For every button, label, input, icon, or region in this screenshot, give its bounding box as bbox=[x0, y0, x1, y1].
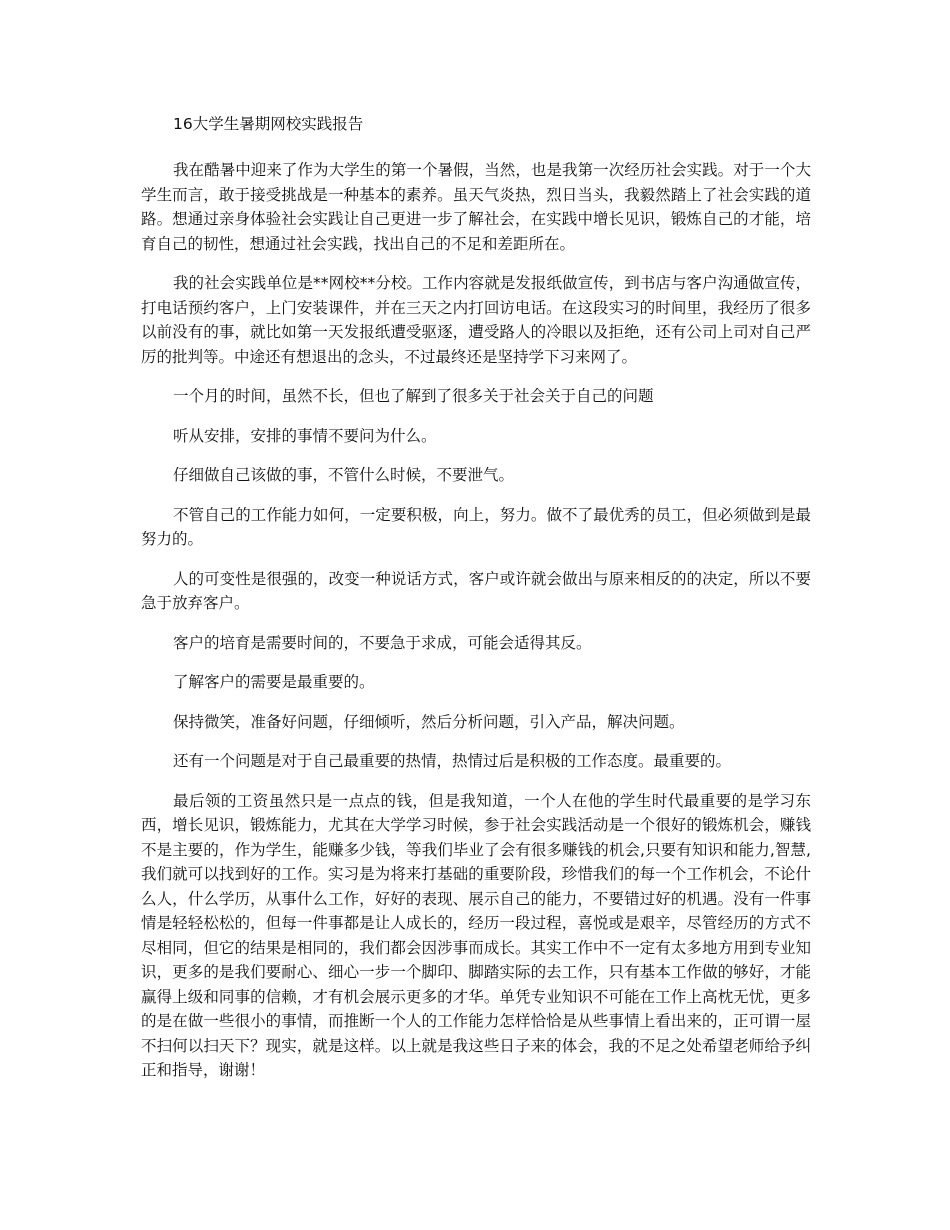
paragraph-do-your-job: 仔细做自己该做的事，不管什么时候，不要泄气。 bbox=[173, 466, 515, 484]
paragraph-one-month: 一个月的时间，虽然不长，但也了解到了很多关于社会关于自己的问题 bbox=[173, 387, 654, 405]
document-title: 16大学生暑期网校实践报告 bbox=[173, 115, 364, 133]
paragraph-enthusiasm: 还有一个问题是对于自己最重要的热情，热情过后是积极的工作态度。最重要的。 bbox=[173, 752, 732, 770]
paragraph-conclusion: 最后领的工资虽然只是一点点的钱，但是我知道，一个人在他的学生时代最重要的是学习东西，增长见识，锻炼能力，尤其在大学学习时候，参于社会实践活动是一个很好的锻炼机会，赚钱不是主要的，作为学生，能赚多少钱，等我们毕业了会有很多赚钱的机会,只要有知识和能力,智慧,我们就可以找到好的工作。实习是为将来打基础的重要阶段，珍惜我们的每一个工作机会，不论什么人，什么学历，从事什么工作，好好的表现、展示自己的能力，不要错过好的机遇。没有一件事情是轻轻松松的，但每一件事都是让人成长的，经历一段过程，喜悦或是艰辛，尽管经历的方式不尽相同，但它的结果是相同的，我们都会因涉事而成长。其实工作中不一定有太多地方用到专业知识，更多的是我们要耐心、细心一步一个脚印、脚踏实际的去工作，只有基本工作做的够好，才能赢得上级和同事的信赖，才有机会展示更多的才华。单凭专业知识不可能在工作上高枕无忧，更多的是在做一些很小的事情，而推断一个人的工作能力怎样恰恰是从些事情上看出来的，正可谓一屋不扫何以扫天下？现实，就是这样。以上就是我这些日子来的体会，我的不足之处希望老师给予纠正和指导，谢谢！ bbox=[141, 791, 811, 1079]
paragraph-client-needs: 了解客户的需要是最重要的。 bbox=[173, 673, 375, 691]
paragraph-intro: 我在酷暑中迎来了作为大学生的第一个暑假，当然，也是我第一次经历社会实践。对于一个大学生而言，敢于接受挑战是一种基本的素养。虽天气炎热，烈日当头，我毅然踏上了社会实践的道路。想通过亲身体验社会实践让自己更进一步了解社会，在实践中增长见识，锻炼自己的才能，培育自己的韧性，想通过社会实践，找出自己的不足和差距所在。 bbox=[141, 161, 811, 253]
paragraph-follow-arrangement: 听从安排，安排的事情不要问为什么。 bbox=[173, 426, 437, 445]
paragraph-client-cultivation: 客户的培育是需要时间的，不要急于求成，可能会适得其反。 bbox=[173, 633, 592, 652]
paragraph-be-positive: 不管自己的工作能力如何，一定要积极，向上，努力。做不了最优秀的员工，但必须做到是最努力的。 bbox=[141, 505, 811, 548]
paragraph-variability: 人的可变性是很强的，改变一种说话方式，客户或许就会做出与原来相反的的决定，所以不要急于放弃客户。 bbox=[141, 569, 811, 612]
document-page bbox=[141, 112, 811, 1098]
paragraph-keep-smiling: 保持微笑，准备好问题，仔细倾听，然后分析问题，引入产品，解决问题。 bbox=[173, 712, 685, 731]
paragraph-work-unit: 我的社会实践单位是**网校**分校。工作内容就是发报纸做宣传，到书店与客户沟通做宣传，打电话预约客户，上门安装课件，并在三天之内打回访电话。在这段实习的时间里，我经历了很多以前没有的事，就比如第一天发报纸遭受驱逐，遭受路人的冷眼以及拒绝，还有公司上司对自己严厉的批判等。中途还有想退出的念头，不过最终还是坚持学下习来网了。 bbox=[141, 274, 811, 366]
